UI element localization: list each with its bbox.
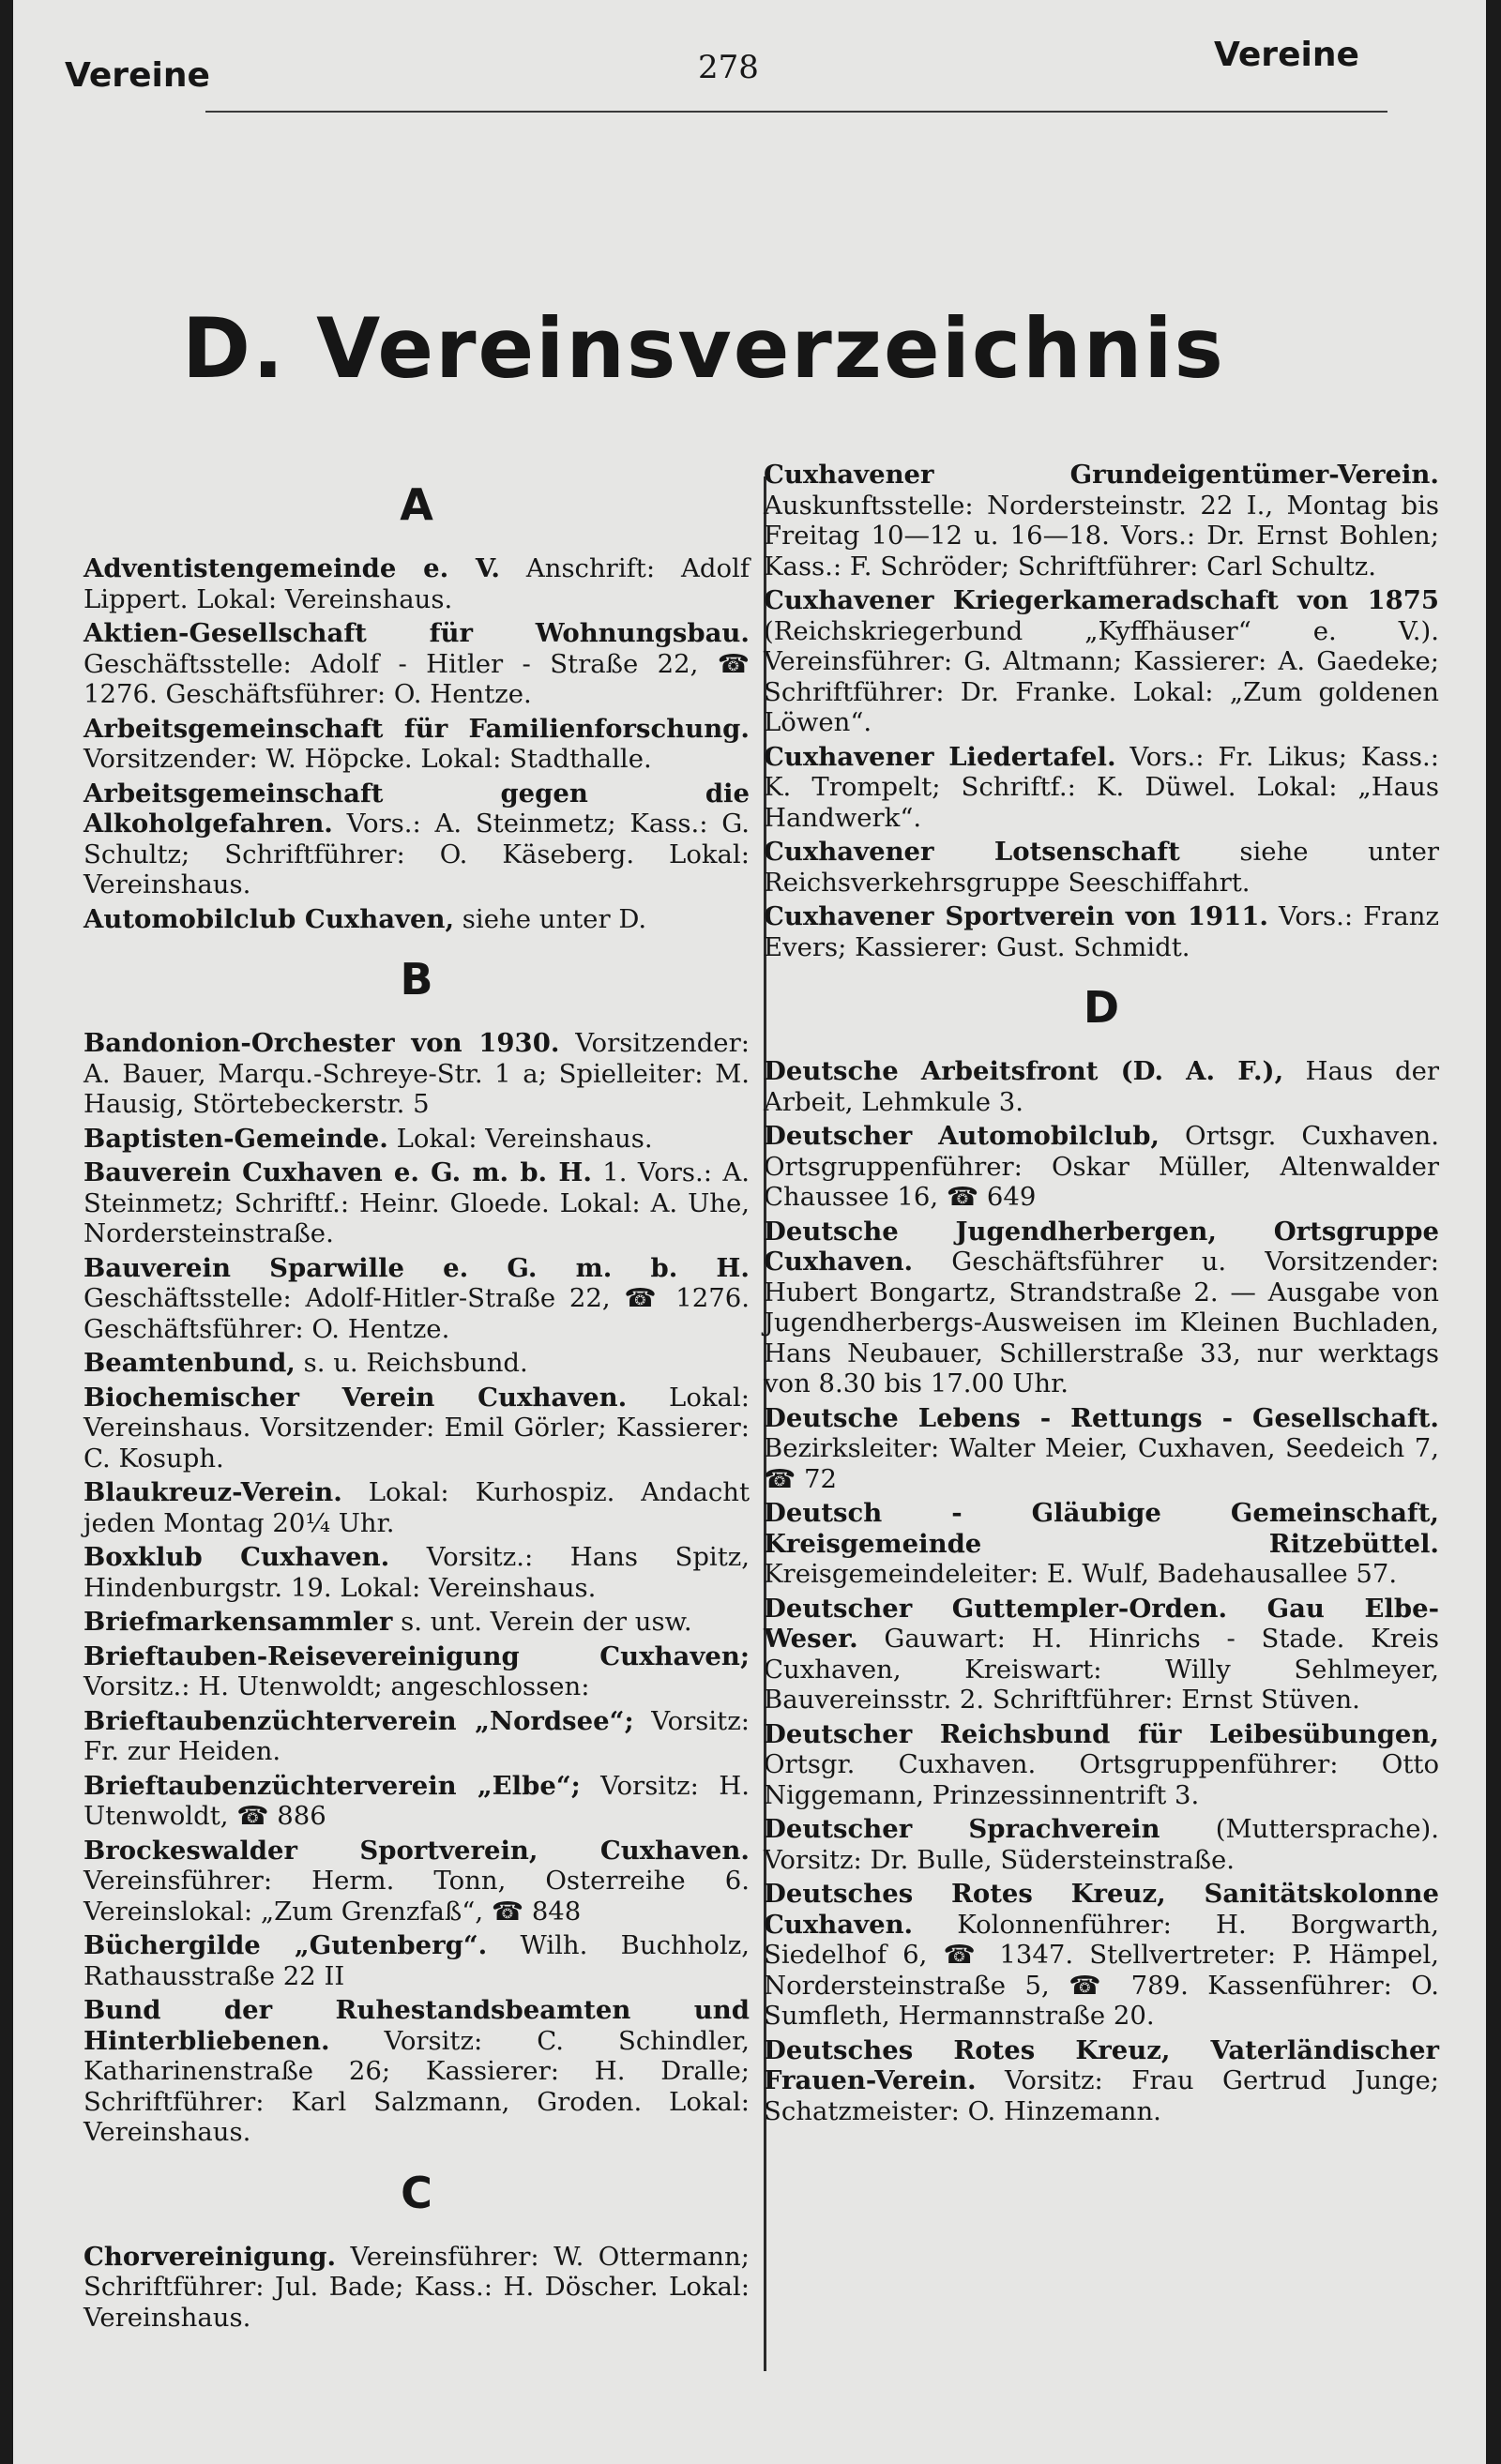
- entry-details: Gauwart: H. Hinrichs - Stade. Kreis Cuxhaven, Kreiswart: Willy Sehlmeyer, Bauvereinsstr. 2. Schriftführer: Ernst Stüven.: [764, 1624, 1439, 1715]
- entry-name: Adventistengemeinde e. V.: [83, 553, 500, 583]
- entry-details: Geschäftsführer u. Vorsitzender: Hubert Bongartz, Strandstraße 2. — Ausgabe von Jugendherbergs-Ausweisen im Kleinen Buchladen, Hans Neubauer, Schillerstraße 33, nur werktags von 8.30 bis 17.00 Uhr.: [764, 1247, 1439, 1398]
- entry-details: Vereinsführer: W. Ottermann; Schriftführer: Jul. Bade; Kass.: H. Döscher. Lokal: Vereinshaus.: [83, 2241, 750, 2333]
- entry-name: Bandonion-Orchester von 1930.: [83, 1028, 560, 1058]
- entry-name: Bauverein Cuxhaven e. G. m. b. H.: [83, 1157, 592, 1187]
- page-title: D. Vereinsverzeichnis: [182, 300, 1225, 397]
- directory-entry: [83, 1930, 750, 1991]
- directory-entry: [764, 1121, 1439, 1213]
- directory-entry: [83, 1836, 750, 1927]
- entry-details: Kolonnenführer: H. Borgwarth, Siedelhof 6, ☎ 1347. Stellvertreter: P. Hämpel, Nordersteinstraße 5, ☎ 789. Kassenführer: O. Sumfleth, Hermannstraße 20.: [764, 1909, 1439, 2031]
- entry-name: Biochemischer Verein Cuxhaven.: [83, 1382, 628, 1413]
- entry-details: Bezirksleiter: Walter Meier, Cuxhaven, Seedeich 7, ☎ 72: [764, 1433, 1439, 1494]
- entry-details: (Muttersprache). Vorsitz: Dr. Bulle, Südersteinstraße.: [764, 1814, 1439, 1875]
- directory-entry: [764, 585, 1439, 738]
- directory-entry: [83, 779, 750, 900]
- directory-entry: [764, 1594, 1439, 1716]
- directory-entry: [83, 1607, 750, 1638]
- directory-entry: [83, 714, 750, 775]
- entry-details: Vorsitz: Frau Gertrud Junge; Schatzmeister: O. Hinzemann.: [764, 2065, 1439, 2126]
- directory-entry: [83, 1771, 750, 1832]
- entry-details: Vorsitz.: Hans Spitz, Hindenburgstr. 19. Lokal: Vereinshaus.: [83, 1542, 750, 1603]
- directory-entry: [764, 901, 1439, 962]
- header-right: Vereine: [1214, 36, 1359, 74]
- directory-entry: [83, 1477, 750, 1538]
- entry-details: Vorsitz.: H. Utenwoldt; angeschlossen:: [83, 1671, 590, 1701]
- entry-name: Deutsche Arbeitsfront (D. A. F.),: [764, 1056, 1284, 1086]
- directory-entry: [764, 742, 1439, 834]
- directory-entry: [764, 837, 1439, 898]
- entry-details: Haus der Arbeit, Lehmkule 3.: [764, 1056, 1439, 1117]
- header-rule: [205, 111, 1387, 113]
- entry-name: Deutscher Sprachverein: [764, 1814, 1160, 1844]
- entry-details: Auskunftsstelle: Nordersteinstr. 22 I., Montag bis Freitag 10—12 u. 16—18. Vors.: Dr. Ernst Bohlen; Kass.: F. Schröder; Schriftführer: Carl Schultz.: [764, 490, 1439, 582]
- entry-details: Lokal: Kurhospiz. Andacht jeden Montag 20¼ Uhr.: [83, 1477, 750, 1538]
- entry-name: Bund der Ruhestandsbeamten und Hinterbliebenen.: [83, 1995, 750, 2056]
- entry-name: Deutsche Lebens - Rettungs - Gesellschaft.: [764, 1402, 1439, 1433]
- entry-name: Brieftaubenzüchterverein „Elbe“;: [83, 1770, 581, 1801]
- entry-details: Geschäftsstelle: Adolf - Hitler - Straße 22, ☎ 1276. Geschäftsführer: O. Hentze.: [83, 648, 750, 709]
- entry-details: siehe unter Reichsverkehrsgruppe Seeschiffahrt.: [764, 837, 1440, 898]
- entry-details: Vorsitz: H. Utenwoldt, ☎ 886: [83, 1770, 750, 1831]
- directory-entry: [83, 1348, 750, 1379]
- directory-entry: [764, 1217, 1439, 1399]
- entry-name: Brockeswalder Sportverein, Cuxhaven.: [83, 1835, 750, 1866]
- entry-name: Arbeitsgemeinschaft für Familienforschung.: [83, 713, 750, 744]
- directory-entry: [83, 1157, 750, 1249]
- running-header: [13, 28, 1486, 95]
- directory-entry: [764, 1498, 1439, 1590]
- directory-entry: [764, 460, 1439, 582]
- directory-entry: [83, 1124, 750, 1155]
- entry-details: Vorsitz: Fr. zur Heiden.: [83, 1705, 750, 1766]
- section-letter: A: [400, 479, 433, 530]
- entry-name: Brieftauben-Reisevereinigung Cuxhaven;: [83, 1640, 750, 1671]
- entry-details: 1. Vors.: A. Steinmetz; Schriftf.: Heinr. Gloede. Lokal: A. Uhe, Nordersteinstraße.: [83, 1157, 750, 1248]
- entry-details: (Reichskriegerbund „Kyffhäuser“ e. V.). Vereinsführer: G. Altmann; Kassierer: A. Gaedeke; Schriftführer: Dr. Franke. Lokal: „Zum goldenen Löwen“.: [764, 615, 1439, 737]
- entry-details: Vorsitzender: W. Höpcke. Lokal: Stadthalle.: [83, 744, 652, 774]
- entry-details: Kreisgemeindeleiter: E. Wulf, Badehausallee 57.: [764, 1559, 1398, 1589]
- entry-details: s. unt. Verein der usw.: [392, 1607, 692, 1637]
- entry-details: Vors.: Fr. Likus; Kass.: K. Trompelt; Schriftf.: K. Düwel. Lokal: „Haus Handwerk“.: [764, 741, 1439, 833]
- entry-name: Cuxhavener Lotsenschaft: [764, 837, 1180, 867]
- entry-details: Geschäftsstelle: Adolf-Hitler-Straße 22, ☎ 1276. Geschäftsführer: O. Hentze.: [83, 1283, 750, 1344]
- entry-name: Brieftaubenzüchterverein „Nordsee“;: [83, 1705, 634, 1736]
- entry-name: Arbeitsgemeinschaft gegen die Alkoholgefahren.: [83, 778, 750, 839]
- entry-name: Deutscher Reichsbund für Leibesübungen,: [764, 1718, 1439, 1749]
- directory-entry: [764, 1403, 1439, 1495]
- entry-name: Deutsch - Gläubige Gemeinschaft, Kreisgemeinde Ritzebüttel.: [764, 1498, 1439, 1559]
- section-letter: C: [401, 2167, 432, 2218]
- entry-name: Cuxhavener Kriegerkameradschaft von 1875: [764, 585, 1439, 615]
- entry-name: Baptisten-Gemeinde.: [83, 1123, 388, 1154]
- entry-details: Vereinsführer: Herm. Tonn, Osterreihe 6. Vereinslokal: „Zum Grenzfaß“, ☎ 848: [83, 1866, 750, 1927]
- entry-name: Beamtenbund,: [83, 1348, 296, 1378]
- entry-details: siehe unter D.: [454, 903, 647, 934]
- directory-entry: [83, 553, 750, 614]
- entry-details: Vors.: Franz Evers; Kassierer: Gust. Schmidt.: [764, 901, 1440, 962]
- header-left: Vereine: [65, 56, 210, 95]
- directory-entry: [83, 1706, 750, 1767]
- page-number: 278: [698, 49, 759, 86]
- right-column: [764, 460, 1439, 2130]
- entry-name: Briefmarkensammler: [83, 1607, 393, 1637]
- page: [13, 0, 1486, 2464]
- section-letter: B: [400, 954, 433, 1005]
- entry-details: Vorsitzender: A. Bauer, Marqu.-Schreye-Str. 1 a; Spielleiter: M. Hausig, Störtebeckerstr. 5: [83, 1028, 750, 1119]
- entry-name: Aktien-Gesellschaft für Wohnungsbau.: [83, 618, 750, 648]
- directory-entry: [764, 2035, 1439, 2127]
- directory-entry: [764, 1814, 1439, 1875]
- entry-name: Deutsche Jugendherbergen, Ortsgruppe Cuxhaven.: [764, 1216, 1439, 1277]
- entry-details: Vorsitz: C. Schindler, Katharinenstraße 26; Kassierer: H. Dralle; Schriftführer: Karl Salzmann, Groden. Lokal: Vereinshaus.: [83, 2025, 750, 2147]
- directory-entry: [83, 618, 750, 710]
- entry-name: Cuxhavener Grundeigentümer-Verein.: [764, 460, 1439, 490]
- left-column: [83, 460, 750, 2336]
- entry-name: Deutscher Guttempler-Orden. Gau Elbe-Weser.: [764, 1593, 1439, 1654]
- entry-name: Cuxhavener Liedertafel.: [764, 741, 1116, 772]
- entry-name: Blaukreuz-Verein.: [83, 1477, 342, 1507]
- entry-details: Lokal: Vereinshaus.: [387, 1123, 653, 1154]
- directory-entry: [83, 1028, 750, 1120]
- entry-details: Ortsgr. Cuxhaven. Ortsgruppenführer: Otto Niggemann, Prinzessinnentrift 3.: [764, 1749, 1439, 1810]
- directory-entry: [764, 1879, 1439, 2032]
- entry-details: Vors.: A. Steinmetz; Kass.: G. Schultz; Schriftführer: O. Käseberg. Lokal: Vereinshaus.: [83, 809, 750, 899]
- directory-entry: [764, 1719, 1439, 1811]
- directory-entry: [83, 1641, 750, 1702]
- entry-details: Lokal: Vereinshaus. Vorsitzender: Emil Görler; Kassierer: C. Kosuph.: [83, 1382, 750, 1474]
- directory-entry: [83, 1995, 750, 2148]
- entry-name: Bauverein Sparwille e. G. m. b. H.: [83, 1252, 750, 1283]
- section-letter: D: [1083, 982, 1120, 1033]
- entry-details: s. u. Reichsbund.: [295, 1348, 528, 1378]
- entry-name: Cuxhavener Sportverein von 1911.: [764, 901, 1269, 931]
- entry-name: Deutsches Rotes Kreuz, Vaterländischer Frauen-Verein.: [764, 2034, 1439, 2095]
- entry-name: Chorvereinigung.: [83, 2241, 337, 2272]
- directory-entry: [83, 1253, 750, 1345]
- entry-name: Automobilclub Cuxhaven,: [83, 903, 455, 934]
- entry-name: Deutsches Rotes Kreuz, Sanitätskolonne Cuxhaven.: [764, 1879, 1439, 1940]
- entry-details: Anschrift: Adolf Lippert. Lokal: Vereinshaus.: [83, 553, 750, 614]
- entry-details: Wilh. Buchholz, Rathausstraße 22 II: [83, 1930, 750, 1991]
- entry-name: Boxklub Cuxhaven.: [83, 1542, 390, 1572]
- entry-details: Ortsgr. Cuxhaven. Ortsgruppenführer: Oskar Müller, Altenwalder Chaussee 16, ☎ 649: [764, 1121, 1439, 1212]
- directory-entry: [83, 904, 750, 935]
- directory-entry: [83, 2242, 750, 2334]
- directory-entry: [83, 1542, 750, 1603]
- entry-name: Deutscher Automobilclub,: [764, 1121, 1160, 1151]
- directory-entry: [764, 1056, 1439, 1117]
- entry-name: Büchergilde „Gutenberg“.: [83, 1930, 488, 1960]
- directory-entry: [83, 1383, 750, 1474]
